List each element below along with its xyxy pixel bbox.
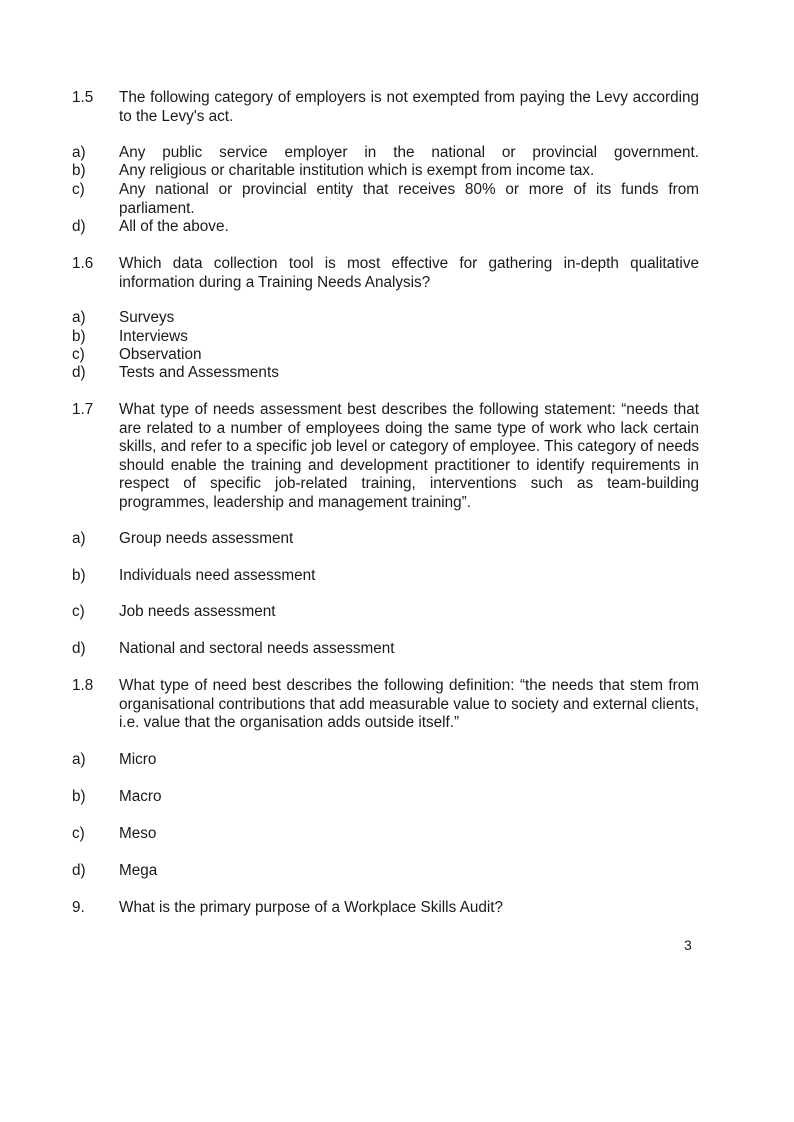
option-label: c) (72, 346, 85, 363)
option-text: Any religious or charitable institution which is exempt from income tax. (119, 162, 595, 179)
option-label: a) (72, 309, 86, 326)
question-text: What is the primary purpose of a Workplace Skills Audit? (119, 899, 504, 916)
option-text: Micro (119, 751, 157, 768)
option-label: c) (72, 181, 85, 198)
option-text: Group needs assessment (119, 530, 294, 547)
question-number: 1.6 (72, 255, 94, 272)
option-label: b) (72, 328, 86, 345)
page-number: 3 (684, 937, 692, 953)
question-number: 9. (72, 899, 85, 916)
question-text: The following category of employers is not exempted from paying the Levy according to the Levy's act. (119, 89, 699, 125)
option-text: All of the above. (119, 218, 229, 235)
option-text: Macro (119, 788, 162, 805)
option-text: Mega (119, 862, 158, 879)
option-label: a) (72, 144, 86, 161)
option-text: Any public service employer in the national or provincial government. (119, 144, 699, 161)
option-text: Tests and Assessments (119, 364, 279, 381)
option-label: d) (72, 640, 86, 657)
question-text: What type of needs assessment best describes the following statement: “needs that are related to a number of employees doing the same type of work who lack certain skills, and refer to a specific job level or category of employee. This category of needs should enable the training and development practitioner to identify requirements in respect of specific job-related training, interventions such as team-building programmes, leadership and management training”. (119, 401, 699, 511)
question-text: What type of need best describes the following definition: “the needs that stem from organisational contributions that add measurable value to society and external clients, i.e. value that the organisation adds outside itself.” (119, 677, 699, 731)
option-text: Interviews (119, 328, 188, 345)
option-text: Meso (119, 825, 157, 842)
option-label: c) (72, 603, 85, 620)
option-label: d) (72, 862, 86, 879)
option-label: b) (72, 567, 86, 584)
question-number: 1.8 (72, 677, 94, 694)
option-text: Any national or provincial entity that receives 80% or more of its funds from parliament. (119, 181, 699, 217)
question-number: 1.7 (72, 401, 94, 418)
option-label: b) (72, 162, 86, 179)
option-label: d) (72, 364, 86, 381)
question-text: Which data collection tool is most effective for gathering in-depth qualitative information during a Training Needs Analysis? (119, 255, 699, 291)
option-label: a) (72, 751, 86, 768)
question-number: 1.5 (72, 89, 94, 106)
option-text: Surveys (119, 309, 175, 326)
option-text: National and sectoral needs assessment (119, 640, 395, 657)
option-label: a) (72, 530, 86, 547)
option-text: Job needs assessment (119, 603, 276, 620)
option-label: d) (72, 218, 86, 235)
option-label: b) (72, 788, 86, 805)
option-text: Observation (119, 346, 202, 363)
option-text: Individuals need assessment (119, 567, 316, 584)
option-label: c) (72, 825, 85, 842)
